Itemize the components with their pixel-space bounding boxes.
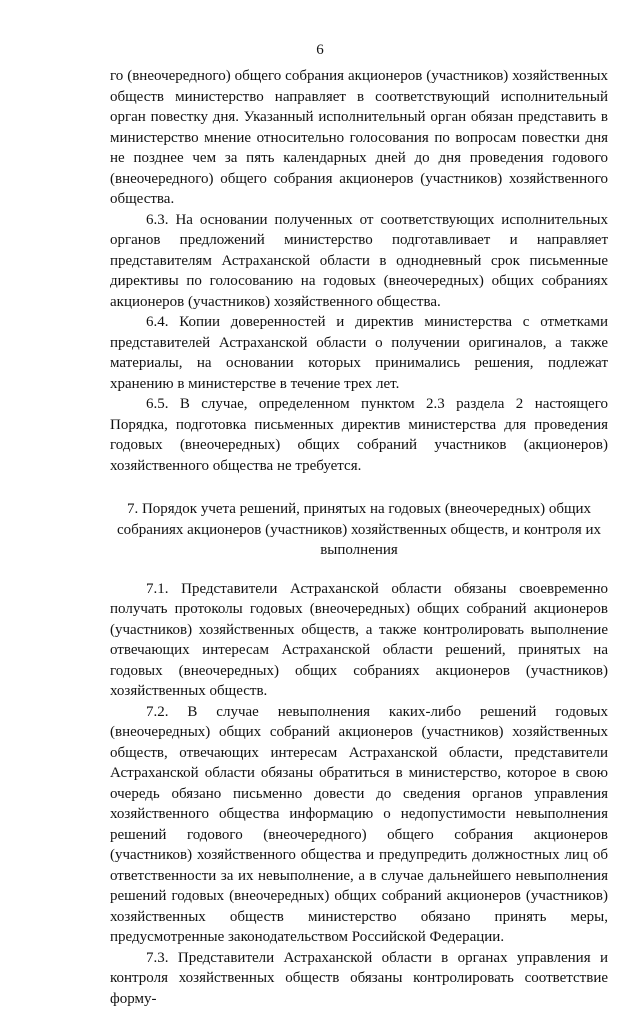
page-number: 6	[0, 41, 640, 59]
paragraph-7-1: 7.1. Представители Астраханской области обязаны своевременно получать протоколы годовых (внеочередных) общих собраний акционеров (участников) хозяйственных обществ, а также контролировать выполнение отвечающих интересам Астраханской области решений, принятых на годовых (внеочередных) общих собраниях акционеров (участников) хозяйственных обществ.	[110, 579, 608, 702]
document-body	[110, 66, 608, 1009]
paragraph-7-2: 7.2. В случае невыполнения каких-либо решений годовых (внеочередных) общих собраний акционеров (участников) хозяйственных обществ, отвечающих интересам Астраханской области, представители Астраханской области обязаны обратиться в министерство, которое в свою очередь обязано письменно довести до сведения органов управления хозяйственного общества информацию о недопустимости невыполнения решений годового (внеочередного) общего собрания акционеров (участников) хозяйственного общества и предупредить должностных лиц об ответственности за их невыполнение, а в случае дальнейшего невыполнения решений годовых (внеочередных) общих собраний акционеров (участников) хозяйственных обществ министерство обязано принять меры, предусмотренные законодательством Российской Федерации.	[110, 702, 608, 948]
paragraph-6-4: 6.4. Копии доверенностей и директив министерства с отметками представителей Астраханской области о получении оригиналов, а также материалы, на основании которых принимались решения, подлежат хранению в министерстве в течение трех лет.	[110, 312, 608, 394]
paragraph-6-3: 6.3. На основании полученных от соответствующих исполнительных органов предложений министерство подготавливает и направляет представителям Астраханской области в однодневный срок письменные директивы по голосованию на годовых (внеочередных) общих собраниях акционеров (участников) хозяйственного общества.	[110, 210, 608, 313]
paragraph-7-3: 7.3. Представители Астраханской области в органах управления и контроля хозяйственных обществ обязаны контролировать соответствие форму-	[110, 948, 608, 1009]
paragraph-continuation: го (внеочередного) общего собрания акционеров (участников) хозяйственных обществ министерство направляет в соответствующий исполнительный орган повестку дня. Указанный исполнительный орган обязан представить в министерство мнение относительно голосования по вопросам повестки дня не позднее чем за пять календарных дней до дня проведения годового (внеочередного) общего собрания акционеров (участников) хозяйственного общества.	[110, 66, 608, 210]
section-heading-7: 7. Порядок учета решений, принятых на годовых (внеочередных) общих собраниях акционеров (участников) хозяйственных обществ, и контроля их выполнения	[110, 499, 608, 561]
paragraph-6-5: 6.5. В случае, определенном пунктом 2.3 раздела 2 настоящего Порядка, подготовка письменных директив министерства для проведения годовых (внеочередных) общих собраний участников (акционеров) хозяйственного общества не требуется.	[110, 394, 608, 476]
